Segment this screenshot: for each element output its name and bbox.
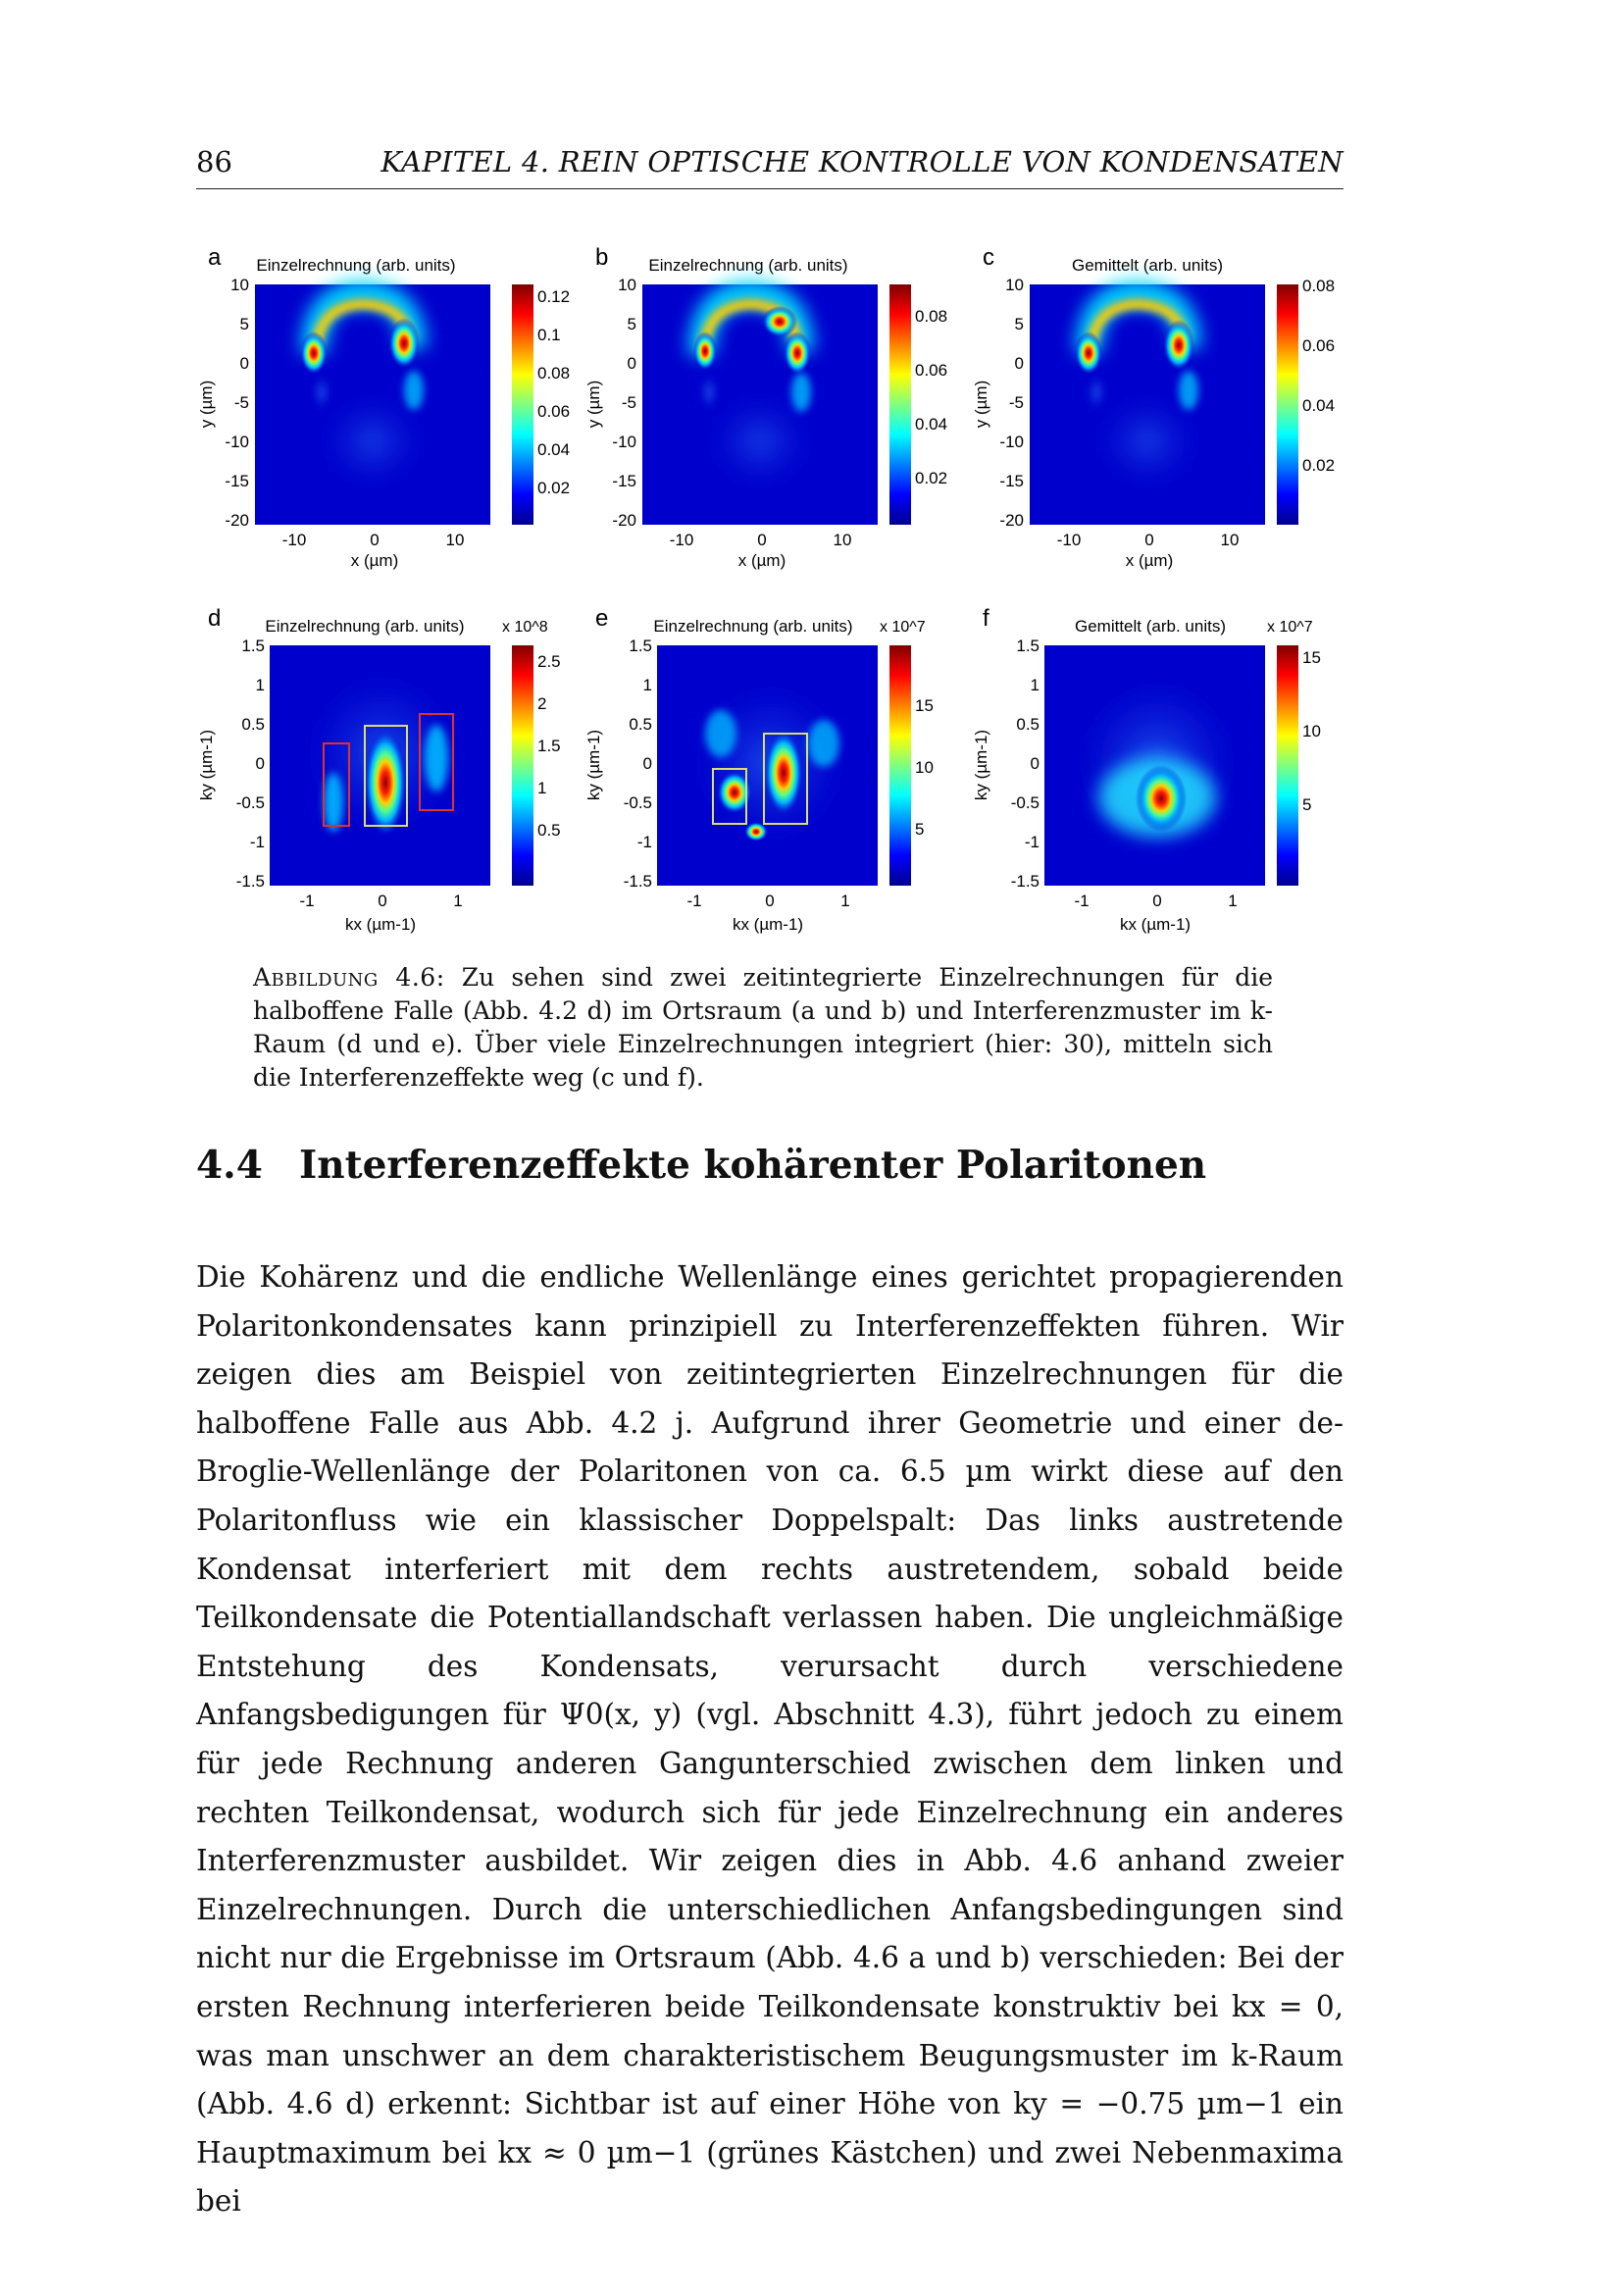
x-tick: -1 <box>1074 892 1090 910</box>
heatmap <box>1044 645 1265 886</box>
panel-e <box>584 605 934 934</box>
colorbar-tick: 0.04 <box>537 440 571 459</box>
colorbar-tick: 0.1 <box>537 326 561 344</box>
heatmap <box>1030 284 1265 525</box>
y-tick: -15 <box>999 472 1024 490</box>
panel-f <box>972 605 1321 934</box>
colorbar-exponent: x 10^8 <box>502 619 548 636</box>
colorbar-tick: 0.08 <box>915 307 948 326</box>
x-tick: 0 <box>378 892 387 910</box>
colorbar-tick: 10 <box>1302 722 1321 740</box>
x-axis-label: kx (µm-1) <box>1119 915 1192 934</box>
y-tick: 0.5 <box>629 715 652 734</box>
panel-title: Einzelrechnung (arb. units) <box>648 256 848 275</box>
panel-a <box>197 244 570 570</box>
panel-b <box>584 244 947 570</box>
y-axis-label: ky (µm-1) <box>197 729 216 801</box>
y-tick: -0.5 <box>235 793 265 812</box>
colorbar-tick: 10 <box>915 758 934 777</box>
y-tick: 1 <box>1030 676 1040 694</box>
y-tick: -20 <box>225 511 249 530</box>
paragraph: Die Kohärenz und die endliche Wellenlänge eines gerichtet propagierenden Polaritonkondensates kann prinzipiell zu Interferenzeffekten führen. Wir zeigen dies am Beispiel von zeitintegrierten Einzelrechnungen für die halboffene Falle aus Abb. 4.2 j. Aufgrund ihrer Geometrie und einer de-Broglie-Wellenlänge der Polaritonen von ca. 6.5 µm wirkt diese auf den Polaritonfluss wie ein klassischer Doppelspalt: Das links austretende Kondensat interferiert mit dem rechts austretendem, sobald beide Teilkondensate die Potentiallandschaft verlassen haben. Die ungleichmäßige Entstehung des Kondensats, verursacht durch verschiedene Anfangsbedigungen für Ψ0(x, y) (vgl. Abschnitt 4.3), führt jedoch zu einem für jede Rechnung anderen Gangunterschied zwischen dem linken und rechten Teilkondensat, wodurch sich für jede Einzelrechnung ein anderes Interferenzmuster ausbildet. Wir zeigen dies in Abb. 4.6 anhand zweier Einzelrechnungen. Durch die unterschiedlichen Anfangsbedingungen sind nicht nur die Ergebnisse im Ortsraum (Abb. 4.6 a und b) verschieden: Bei der ersten Rechnung interferieren beide Teilkondensate konstruktiv bei kx = 0, was man unschwer an dem charakteristischem Beugungsmuster im k-Raum (Abb. 4.6 d) erkennt: Sichtbar ist auf einer Höhe von ky = −0.75 µm−1 ein Hauptmaximum bei kx ≈ 0 µm−1 (grünes Kästchen) und zwei Nebenmaxima bei <box>196 1260 1344 2219</box>
y-tick: 0.5 <box>1016 715 1040 734</box>
colorbar-tick: 0.02 <box>537 479 571 497</box>
colorbar-exponent: x 10^7 <box>1267 619 1313 636</box>
colorbar-tick: 0.5 <box>537 821 561 840</box>
y-tick: 5 <box>627 315 636 333</box>
y-axis-label: ky (µm-1) <box>584 729 603 801</box>
figure-caption <box>253 961 1273 1095</box>
y-tick: -1.5 <box>235 872 265 891</box>
colorbar-tick: 0.06 <box>915 361 948 380</box>
y-tick: -1 <box>1024 833 1040 851</box>
x-tick: 0 <box>1144 531 1154 549</box>
colorbar <box>889 284 947 525</box>
page-number: 86 <box>196 145 232 179</box>
y-tick: 1 <box>642 676 652 694</box>
colorbar-tick: 0.12 <box>537 287 571 306</box>
colorbar-tick: 0.08 <box>1302 277 1336 295</box>
x-axis-label: x (µm) <box>350 551 399 570</box>
panel-letter: f <box>983 605 989 632</box>
x-tick: 0 <box>370 531 380 549</box>
y-tick: -15 <box>612 472 636 490</box>
caption-label: Abbildung 4.6: <box>253 963 445 992</box>
y-axis-label: y (µm) <box>972 380 990 429</box>
x-tick: -10 <box>669 531 694 549</box>
y-tick: -1.5 <box>1010 872 1040 891</box>
x-axis-label: x (µm) <box>737 551 786 570</box>
y-tick: 5 <box>239 315 249 333</box>
panel-title: Gemittelt (arb. units) <box>1072 256 1223 275</box>
colorbar-tick: 0.04 <box>1302 396 1336 415</box>
caption-text: Zu sehen sind zwei zeitintegrierte Einzelrechnungen für die halboffene Falle (Abb. 4.2 d) im Ortsraum (a und b) und Interferenzmuster im k-Raum (d und e). Über viele Einzelrechnungen integriert (hier: 30), mitteln sich die Interferenzeffekte weg (c und f). <box>253 963 1274 1092</box>
y-tick: -0.5 <box>1010 793 1040 812</box>
heatmap <box>270 645 490 886</box>
x-tick: -1 <box>686 892 702 910</box>
panel-title: Gemittelt (arb. units) <box>1075 617 1226 636</box>
chapter-title: KAPITEL 4. REIN OPTISCHE KONTROLLE VON KONDENSATEN <box>380 145 1344 179</box>
y-tick: -5 <box>1008 393 1024 412</box>
section-title: Interferenzeffekte kohärenter Polaritonen <box>299 1143 1207 1188</box>
x-tick: -1 <box>299 892 315 910</box>
colorbar-tick: 15 <box>915 696 934 715</box>
panel-title: Einzelrechnung (arb. units) <box>256 256 456 275</box>
y-tick: -20 <box>612 511 636 530</box>
y-axis-label: y (µm) <box>584 380 603 429</box>
y-tick: -20 <box>999 511 1024 530</box>
colorbar-tick: 1 <box>537 779 547 797</box>
panel-title: Einzelrechnung (arb. units) <box>265 617 465 636</box>
x-tick: 1 <box>1228 892 1238 910</box>
body-text <box>196 1253 1344 2226</box>
section-heading <box>196 1143 1206 1188</box>
running-header <box>196 145 1344 189</box>
x-tick: 10 <box>1220 531 1240 549</box>
colorbar-exponent: x 10^7 <box>880 619 926 636</box>
y-axis-label: y (µm) <box>197 380 216 429</box>
x-tick: 0 <box>757 531 767 549</box>
x-tick: -10 <box>1056 531 1082 549</box>
x-tick: -10 <box>281 531 307 549</box>
y-tick: 0 <box>255 754 265 773</box>
x-tick: 0 <box>765 892 775 910</box>
y-tick: 0.5 <box>241 715 265 734</box>
colorbar-tick: 0.04 <box>915 415 948 434</box>
x-axis-label: kx (µm-1) <box>732 915 804 934</box>
section-number: 4.4 <box>196 1143 263 1188</box>
colorbar-tick: 1.5 <box>537 737 561 755</box>
y-tick: -1 <box>636 833 652 851</box>
x-axis-label: x (µm) <box>1125 551 1174 570</box>
y-tick: 1 <box>255 676 265 694</box>
y-tick: 10 <box>1005 276 1024 294</box>
x-tick: 1 <box>453 892 463 910</box>
x-axis-label: kx (µm-1) <box>344 915 417 934</box>
panel-letter: c <box>983 244 994 271</box>
colorbar-tick: 2 <box>537 694 547 713</box>
panel-title: Einzelrechnung (arb. units) <box>653 617 853 636</box>
y-tick: -10 <box>999 433 1024 451</box>
x-tick: 10 <box>833 531 852 549</box>
colorbar <box>1277 645 1321 886</box>
colorbar <box>512 645 561 886</box>
y-tick: 0 <box>627 354 636 373</box>
colorbar <box>512 284 570 525</box>
colorbar <box>1277 277 1335 525</box>
x-tick: 1 <box>840 892 850 910</box>
figure-4-6 <box>186 235 1393 942</box>
colorbar-tick: 5 <box>915 820 925 839</box>
colorbar-tick: 15 <box>1302 648 1321 667</box>
y-tick: 10 <box>618 276 636 294</box>
colorbar-tick: 5 <box>1302 795 1312 814</box>
colorbar-tick: 2.5 <box>537 652 561 671</box>
y-tick: -5 <box>233 393 249 412</box>
y-tick: -5 <box>621 393 636 412</box>
y-tick: 0 <box>1014 354 1024 373</box>
y-axis-label: ky (µm-1) <box>972 729 990 801</box>
y-tick: 0 <box>239 354 249 373</box>
y-tick: 1.5 <box>629 637 652 655</box>
heatmap <box>657 645 878 886</box>
x-tick: 10 <box>445 531 465 549</box>
y-tick: 1.5 <box>241 637 265 655</box>
y-tick: 10 <box>230 276 249 294</box>
y-tick: -10 <box>612 433 636 451</box>
y-tick: -0.5 <box>623 793 652 812</box>
y-tick: -15 <box>225 472 249 490</box>
y-tick: 0 <box>642 754 652 773</box>
colorbar-tick: 0.06 <box>537 402 571 421</box>
heatmap <box>255 284 490 525</box>
colorbar-tick: 0.08 <box>537 364 571 383</box>
colorbar-tick: 0.02 <box>1302 456 1336 475</box>
y-tick: -1 <box>249 833 265 851</box>
panel-letter: a <box>208 244 222 271</box>
panel-letter: e <box>595 605 609 632</box>
panel-letter: d <box>208 605 222 632</box>
y-tick: -1.5 <box>623 872 652 891</box>
panel-letter: b <box>595 244 609 271</box>
heatmap <box>642 284 878 525</box>
x-tick: 0 <box>1152 892 1162 910</box>
y-tick: 5 <box>1014 315 1024 333</box>
panel-d <box>197 605 561 934</box>
colorbar-tick: 0.06 <box>1302 336 1336 355</box>
panel-c <box>972 244 1335 570</box>
colorbar <box>889 645 934 886</box>
y-tick: 1.5 <box>1016 637 1040 655</box>
y-tick: 0 <box>1030 754 1040 773</box>
y-tick: -10 <box>225 433 249 451</box>
colorbar-tick: 0.02 <box>915 469 948 487</box>
